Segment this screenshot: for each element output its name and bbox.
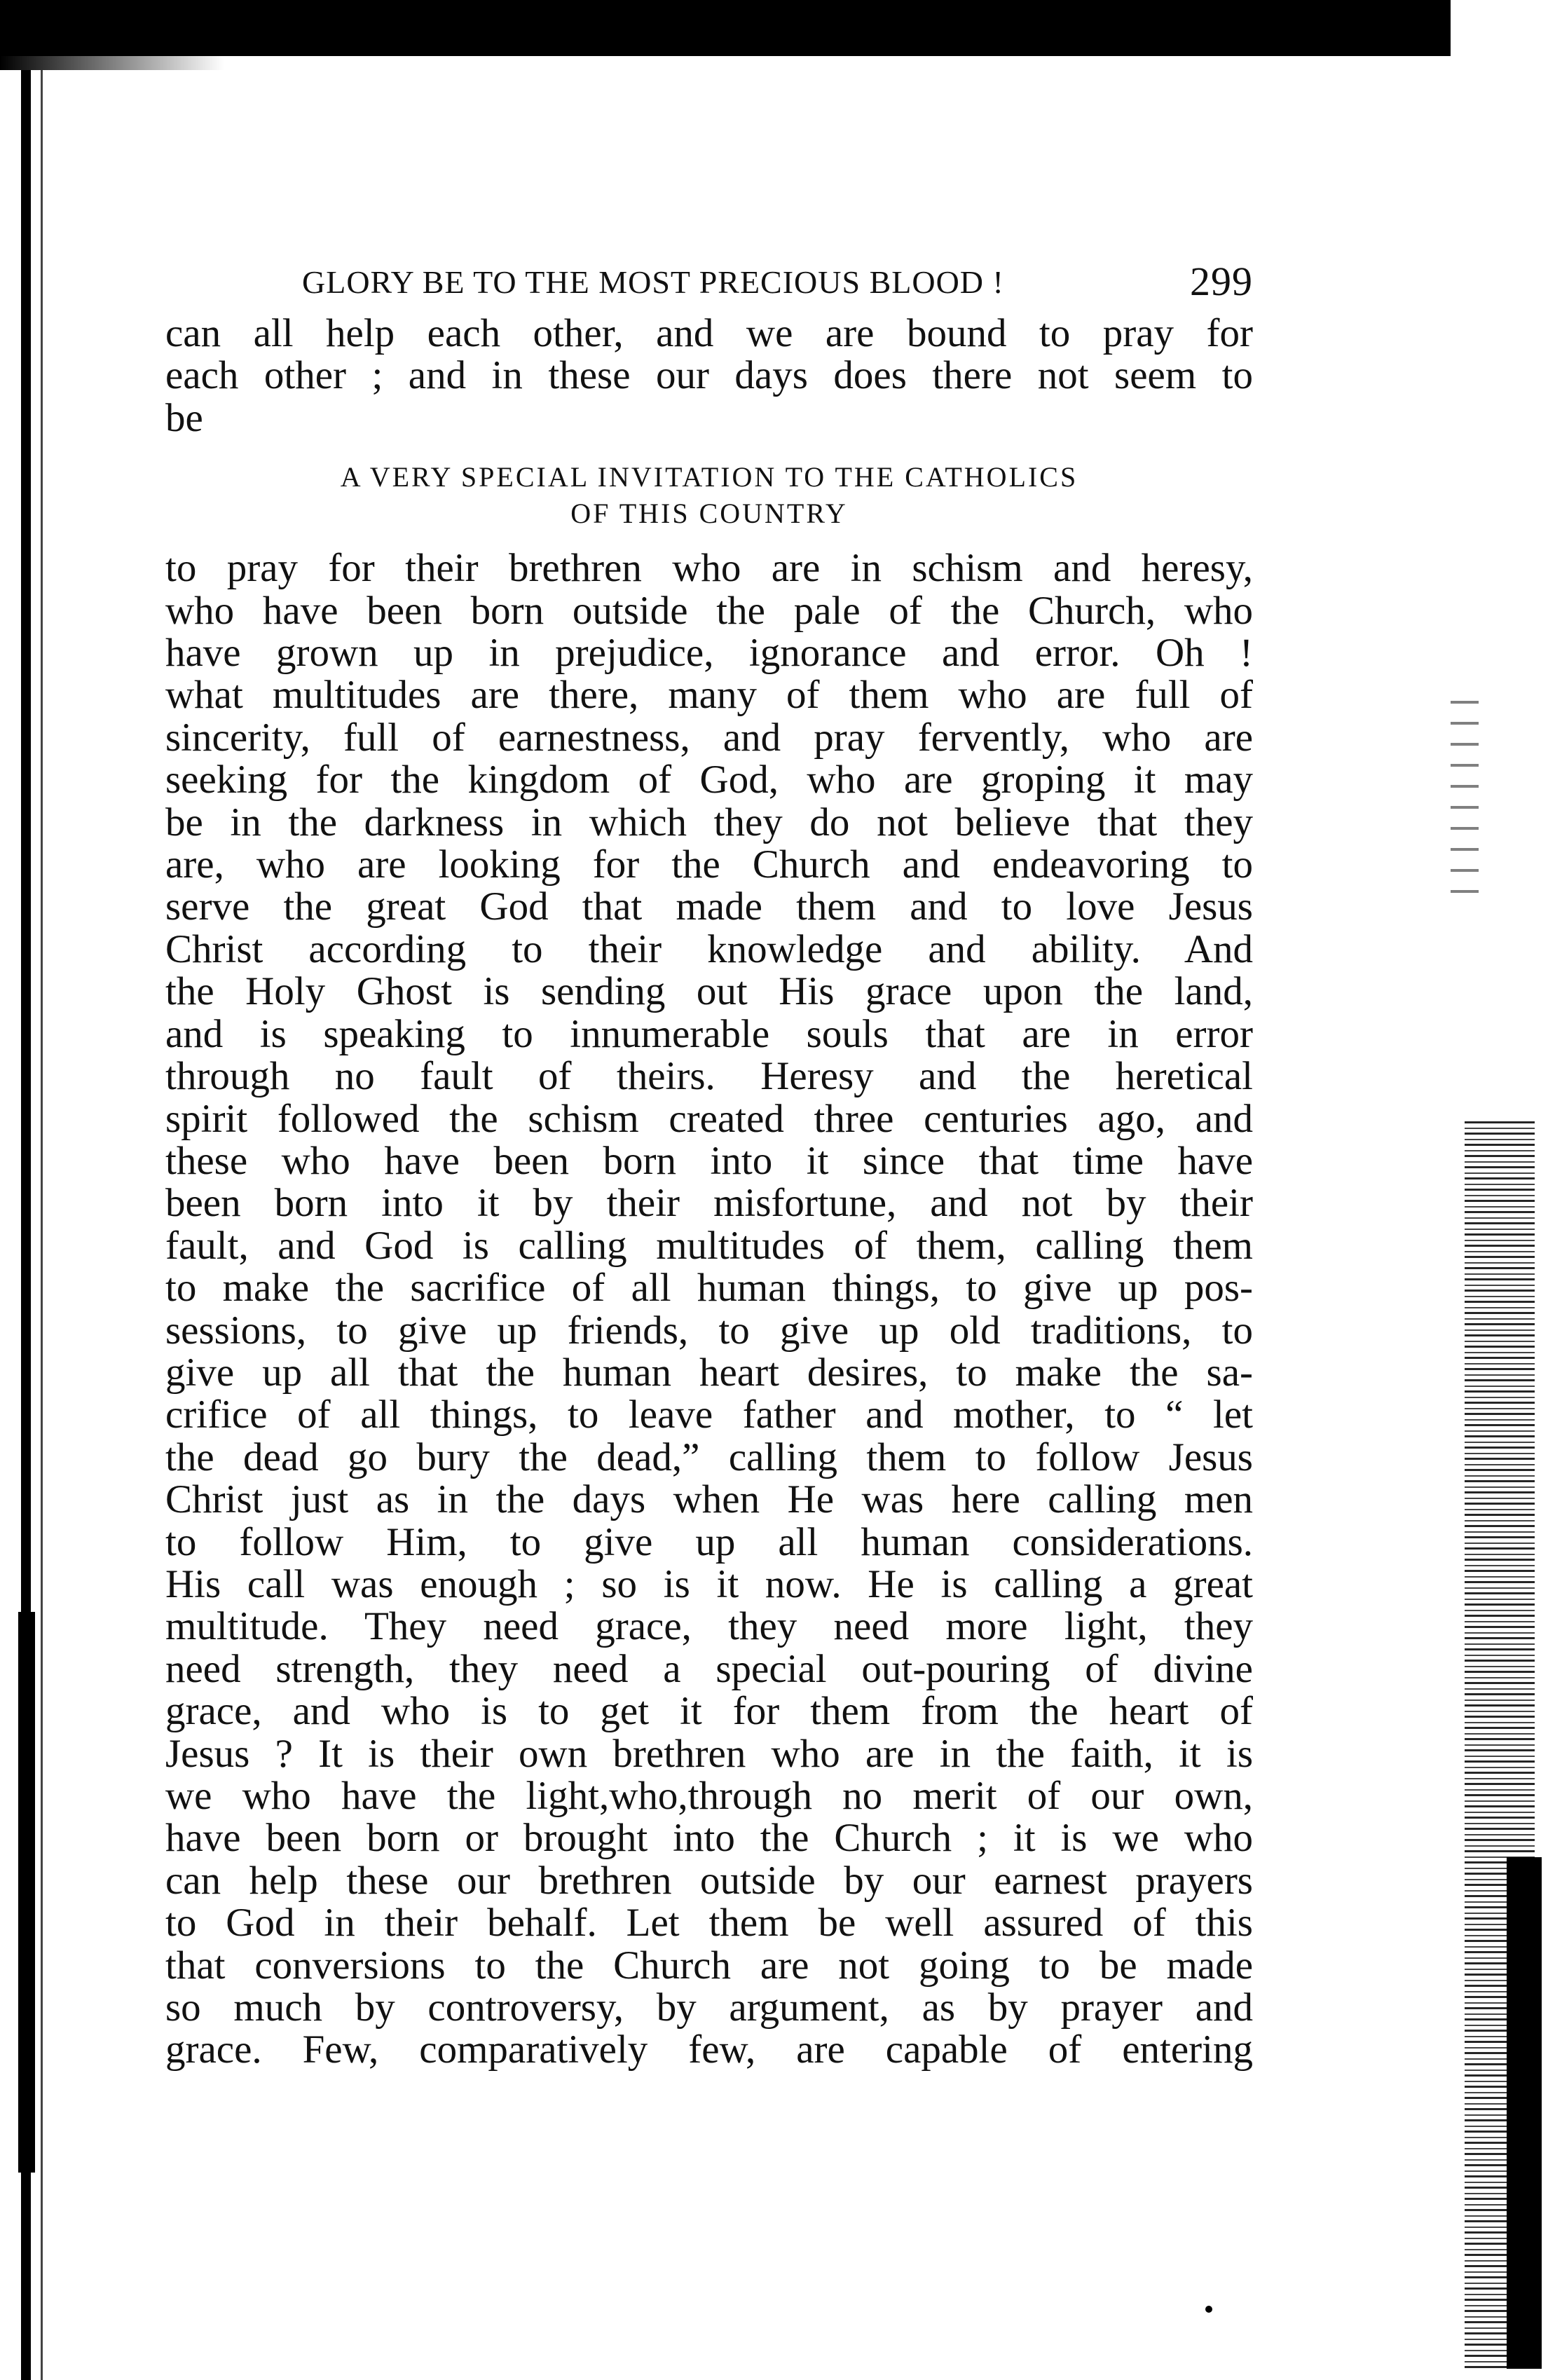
text-line: have been born or brought into the Church ; it is we who (165, 1816, 1253, 1861)
text-line: can all help each other, and we are bound to pray for (165, 311, 1253, 355)
text-line: the Holy Ghost is sending out His grace upon the land, (165, 969, 1253, 1014)
text-line: give up all that the human heart desires, to make the sa- (165, 1350, 1253, 1395)
text-line: sincerity, full of earnestness, and pray fervently, who are (165, 715, 1253, 760)
text-line: crifice of all things, to leave father and mother, to “ let (165, 1393, 1253, 1437)
text-line: to make the sacrifice of all human things, to give up pos- (165, 1266, 1253, 1311)
text-line: through no fault of theirs. Heresy and the heretical (165, 1054, 1253, 1099)
scan-left-mark (18, 1612, 35, 2173)
scan-right-specks (1451, 701, 1479, 911)
scan-top-border (0, 0, 1451, 56)
text-line: His call was enough ; so is it now. He is calling a great (165, 1561, 1253, 1606)
text-line: Jesus ? It is their own brethren who are in the faith, it is (165, 1731, 1253, 1776)
text-line: to follow Him, to give up all human considerations. (165, 1519, 1253, 1564)
text-line: be in the darkness in which they do not believe that they (165, 800, 1253, 844)
text-line: be (165, 395, 203, 440)
book-page (165, 252, 1253, 2072)
text-line: serve the great God that made them and to love Jesus (165, 884, 1253, 929)
text-line: to God in their behalf. Let them be well assured of this (165, 1901, 1253, 1945)
scan-right-edge-solid (1507, 1857, 1542, 2369)
text-line: are, who are looking for the Church and endeavoring to (165, 842, 1253, 887)
text-line: have grown up in prejudice, ignorance and error. Oh ! (165, 631, 1253, 676)
section-subheading (165, 459, 1253, 532)
text-line: multitude. They need grace, they need more light, they (165, 1604, 1253, 1649)
subheading-line-2: OF THIS COUNTRY (570, 498, 848, 530)
text-line: what multitudes are there, many of them who are full of (165, 673, 1253, 718)
text-line: the dead go bury the dead,” calling them to follow Jesus (165, 1435, 1253, 1479)
intro-paragraph (165, 313, 1253, 439)
text-line: Christ according to their knowledge and ability. And (165, 926, 1253, 971)
scan-speck (1205, 2306, 1212, 2313)
page-number: 299 (1190, 259, 1253, 304)
running-head: GLORY BE TO THE MOST PRECIOUS BLOOD ! (302, 264, 1004, 300)
text-line: each other ; and in these our days does there not seem to (165, 353, 1253, 398)
text-line: and is speaking to innumerable souls that are in error (165, 1011, 1253, 1056)
text-line: fault, and God is calling multitudes of them, calling them (165, 1223, 1253, 1268)
text-line: that conversions to the Church are not going to be made (165, 1943, 1253, 1988)
body-paragraph (165, 547, 1253, 2072)
text-line: been born into it by their misfortune, and not by their (165, 1181, 1253, 1226)
text-line: need strength, they need a special out-pouring of divine (165, 1646, 1253, 1691)
text-line: who have been born outside the pale of the Church, who (165, 588, 1253, 633)
page-header (165, 252, 1253, 308)
text-line: so much by controversy, by argument, as by prayer and (165, 1985, 1253, 2030)
text-line: can help these our brethren outside by our earnest prayers (165, 1858, 1253, 1903)
text-line: we who have the light,who,through no merit of our own, (165, 1774, 1253, 1818)
text-line: grace, and who is to get it for them from the heart of (165, 1689, 1253, 1734)
text-line: these who have been born into it since that time have (165, 1138, 1253, 1183)
text-line: Christ just as in the days when He was here calling men (165, 1477, 1253, 1522)
text-line: to pray for their brethren who are in schism and heresy, (165, 546, 1253, 591)
scan-left-border-thin (41, 70, 43, 2380)
scan-top-border-taper (0, 56, 224, 70)
text-line: spirit followed the schism created three centuries ago, and (165, 1096, 1253, 1141)
text-line: grace. Few, comparatively few, are capable of entering (165, 2027, 1253, 2072)
text-line: seeking for the kingdom of God, who are groping it may (165, 758, 1253, 802)
subheading-line-1: A VERY SPECIAL INVITATION TO THE CATHOLICS (340, 461, 1078, 493)
text-line: sessions, to give up friends, to give up old traditions, to (165, 1308, 1253, 1353)
